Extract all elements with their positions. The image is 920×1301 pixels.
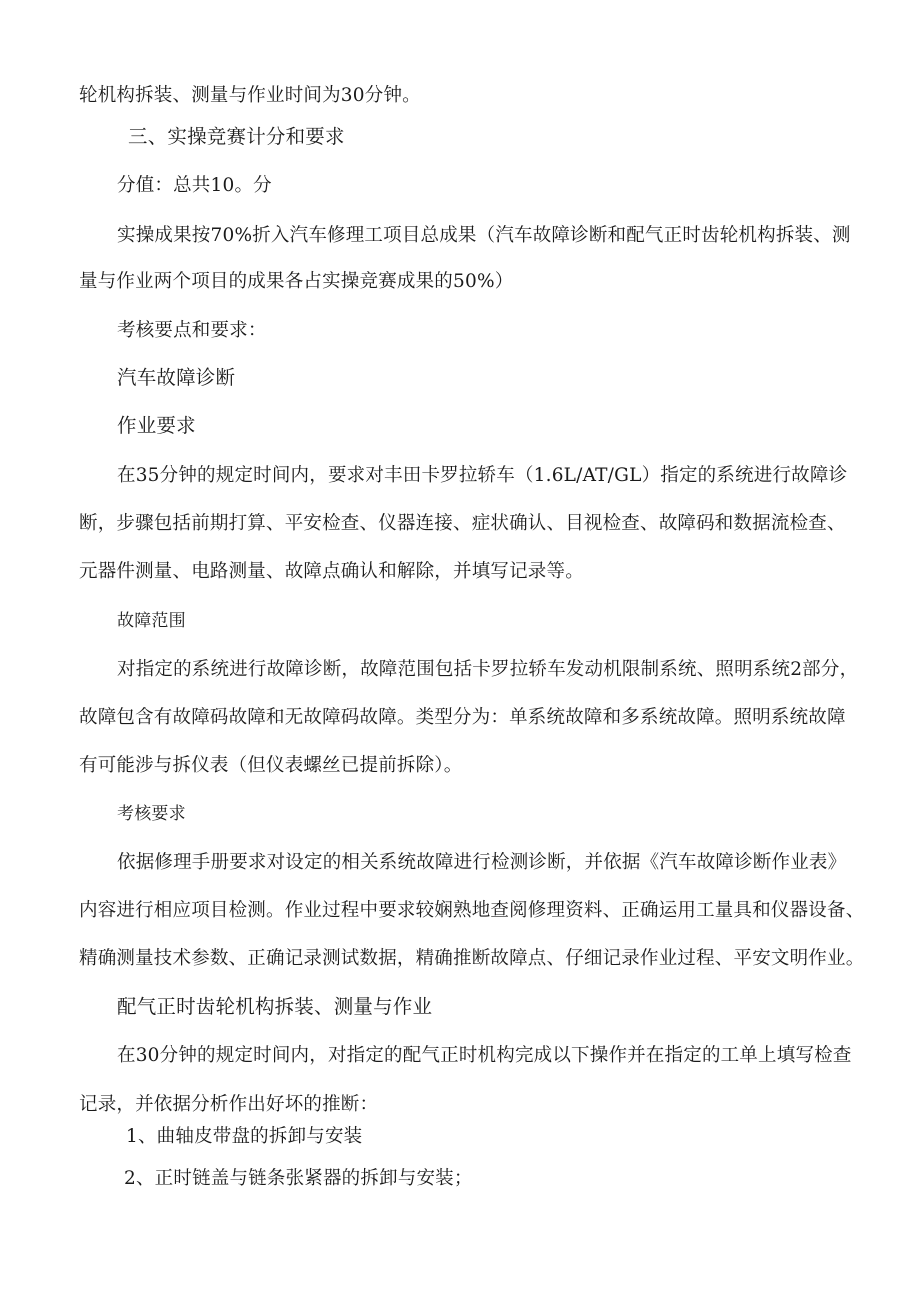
score-paragraph-line-2: 量与作业两个项目的成果各占实操竞赛成果的50%） [79, 271, 514, 292]
step-item-1: 1、曲轴皮带盘的拆卸与安装 [126, 1126, 363, 1147]
fault-range-heading: 故障范围 [117, 611, 186, 631]
work-requirements-line-2: 断，步骤包括前期打算、平安检查、仪器连接、症状确认、目视检查、故障码和数据流检查、 [79, 513, 846, 534]
work-requirements-line-3: 元器件测量、电路测量、故障点确认和解除，并填写记录等。 [79, 561, 584, 582]
timing-mechanism-heading: 配气正时齿轮机构拆装、测量与作业 [117, 995, 433, 1018]
assessment-requirements-heading: 考核要求 [117, 804, 186, 824]
fault-range-line-3: 有可能涉与拆仪表（但仪表螺丝已提前拆除）。 [79, 755, 463, 776]
assessment-points-label: 考核要点和要求： [117, 320, 267, 341]
step-item-2: 2、正时链盖与链条张紧器的拆卸与安装； [124, 1168, 473, 1189]
score-paragraph-line-1: 实操成果按70%折入汽车修理工项目总成果（汽车故障诊断和配气正时齿轮机构拆装、测 [117, 225, 851, 246]
text-line-timing-tail: 轮机构拆装、测量与作业时间为30分钟。 [79, 85, 421, 106]
timing-mechanism-line-1: 在30分钟的规定时间内，对指定的配气正时机构完成以下操作并在指定的工单上填写检查 [117, 1045, 852, 1066]
assessment-requirements-line-2: 内容进行相应项目检测。作业过程中要求较娴熟地查阅修理资料、正确运用工量具和仪器设备、 [79, 900, 865, 921]
work-requirements-heading: 作业要求 [117, 414, 196, 437]
fault-range-line-2: 故障包含有故障码故障和无故障码故障。类型分为：单系统故障和多系统故障。照明系统故障 [79, 707, 846, 728]
assessment-requirements-line-1: 依据修理手册要求对设定的相关系统故障进行检测诊断，并依据《汽车故障诊断作业表》 [117, 852, 847, 873]
diagnosis-heading: 汽车故障诊断 [117, 366, 236, 389]
score-value: 分值：总共10。分 [117, 175, 272, 196]
section-heading-scoring: 三、实操竞赛计分和要求 [128, 125, 345, 148]
timing-mechanism-line-2: 记录，并依据分析作出好坏的推断： [79, 1094, 379, 1115]
assessment-requirements-line-3: 精确测量技术参数、正确记录测试数据，精确推断故障点、仔细记录作业过程、平安文明作业。 [79, 948, 865, 969]
fault-range-line-1: 对指定的系统进行故障诊断，故障范围包括卡罗拉轿车发动机限制系统、照明系统2部分， [117, 659, 859, 680]
work-requirements-line-1: 在35分钟的规定时间内，要求对丰田卡罗拉轿车（1.6L/AT/GL）指定的系统进行故障诊 [117, 465, 848, 486]
